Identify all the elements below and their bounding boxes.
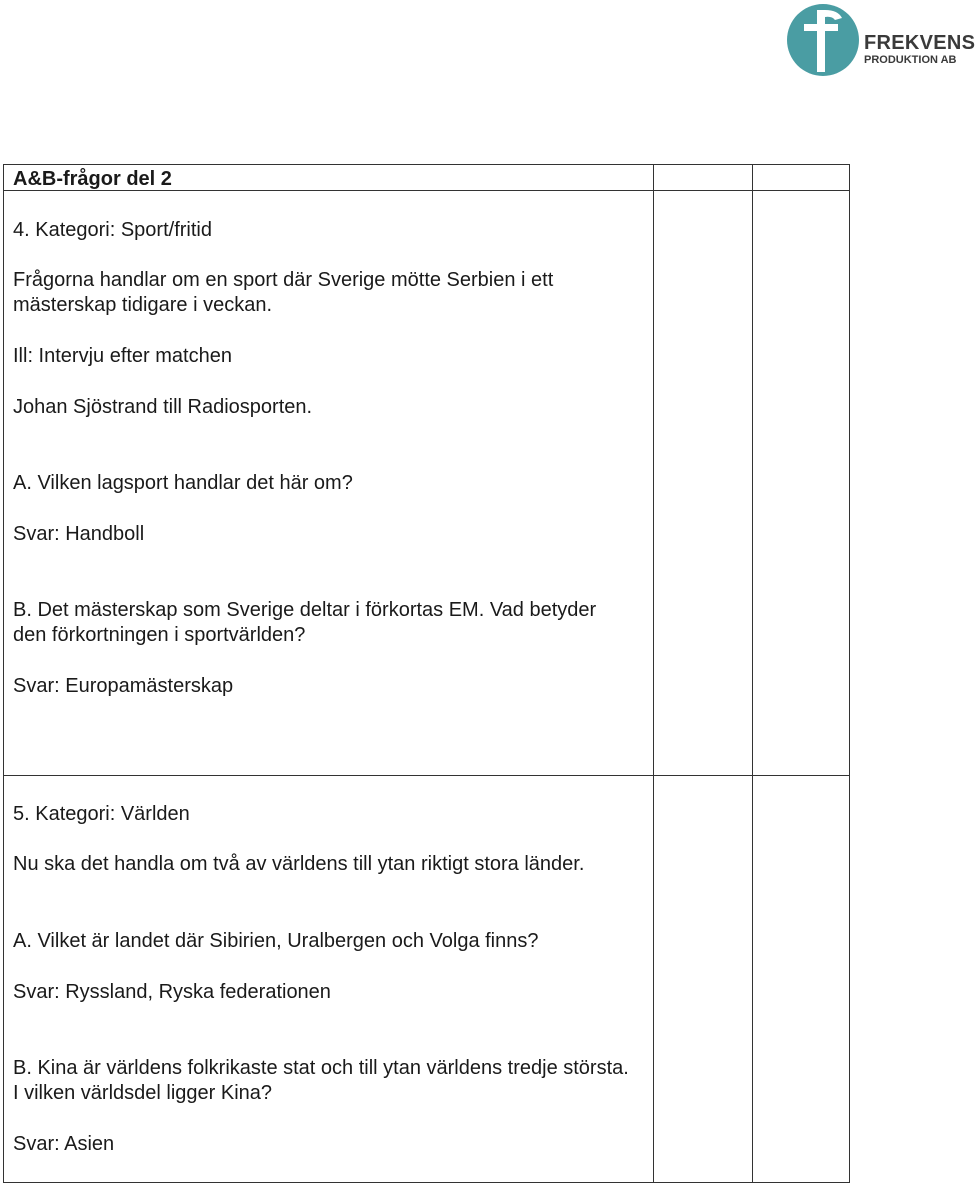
answer-a: Svar: Ryssland, Ryska federationen: [13, 981, 331, 1003]
table-header-cell: [752, 164, 850, 191]
table-cell: [653, 190, 753, 776]
table-cell: [653, 775, 753, 1183]
logo-cross-icon: [786, 2, 862, 78]
company-logo: [786, 2, 975, 78]
table-cell: [752, 775, 850, 1183]
logo-subtitle: PRODUKTION AB: [864, 54, 957, 66]
question-b: B. Det mästerskap som Sverige deltar i förkortas EM. Vad betyder den förkortningen i sportvärlden?: [13, 599, 597, 646]
category-heading: 5. Kategori: Världen: [13, 803, 190, 825]
answer-b: Svar: Europamästerskap: [13, 675, 234, 697]
question-a: A. Vilken lagsport handlar det här om?: [13, 472, 353, 494]
source-text: Johan Sjöstrand till Radiosporten.: [13, 396, 313, 418]
table-cell: [752, 190, 850, 776]
question-b: B. Kina är världens folkrikaste stat och till ytan världens tredje största. I vilken världsdel ligger Kina?: [13, 1057, 629, 1104]
intro-text: Frågorna handlar om en sport där Sverige mötte Serbien i ett mästerskap tidigare i veckan.: [13, 269, 554, 316]
table-cell: [3, 775, 654, 1183]
question-a: A. Vilket är landet där Sibirien, Uralbergen och Volga finns?: [13, 930, 539, 952]
table-header-cell: [653, 164, 753, 191]
illustration-note: Ill: Intervju efter matchen: [13, 345, 232, 367]
section-title: A&B-frågor del 2: [13, 168, 172, 190]
answer-b: Svar: Asien: [13, 1133, 115, 1155]
intro-text: Nu ska det handla om två av världens till ytan riktigt stora länder.: [13, 853, 585, 875]
answer-a: Svar: Handboll: [13, 523, 145, 545]
category-heading: 4. Kategori: Sport/fritid: [13, 219, 212, 241]
logo-name: FREKVENS: [864, 32, 975, 54]
